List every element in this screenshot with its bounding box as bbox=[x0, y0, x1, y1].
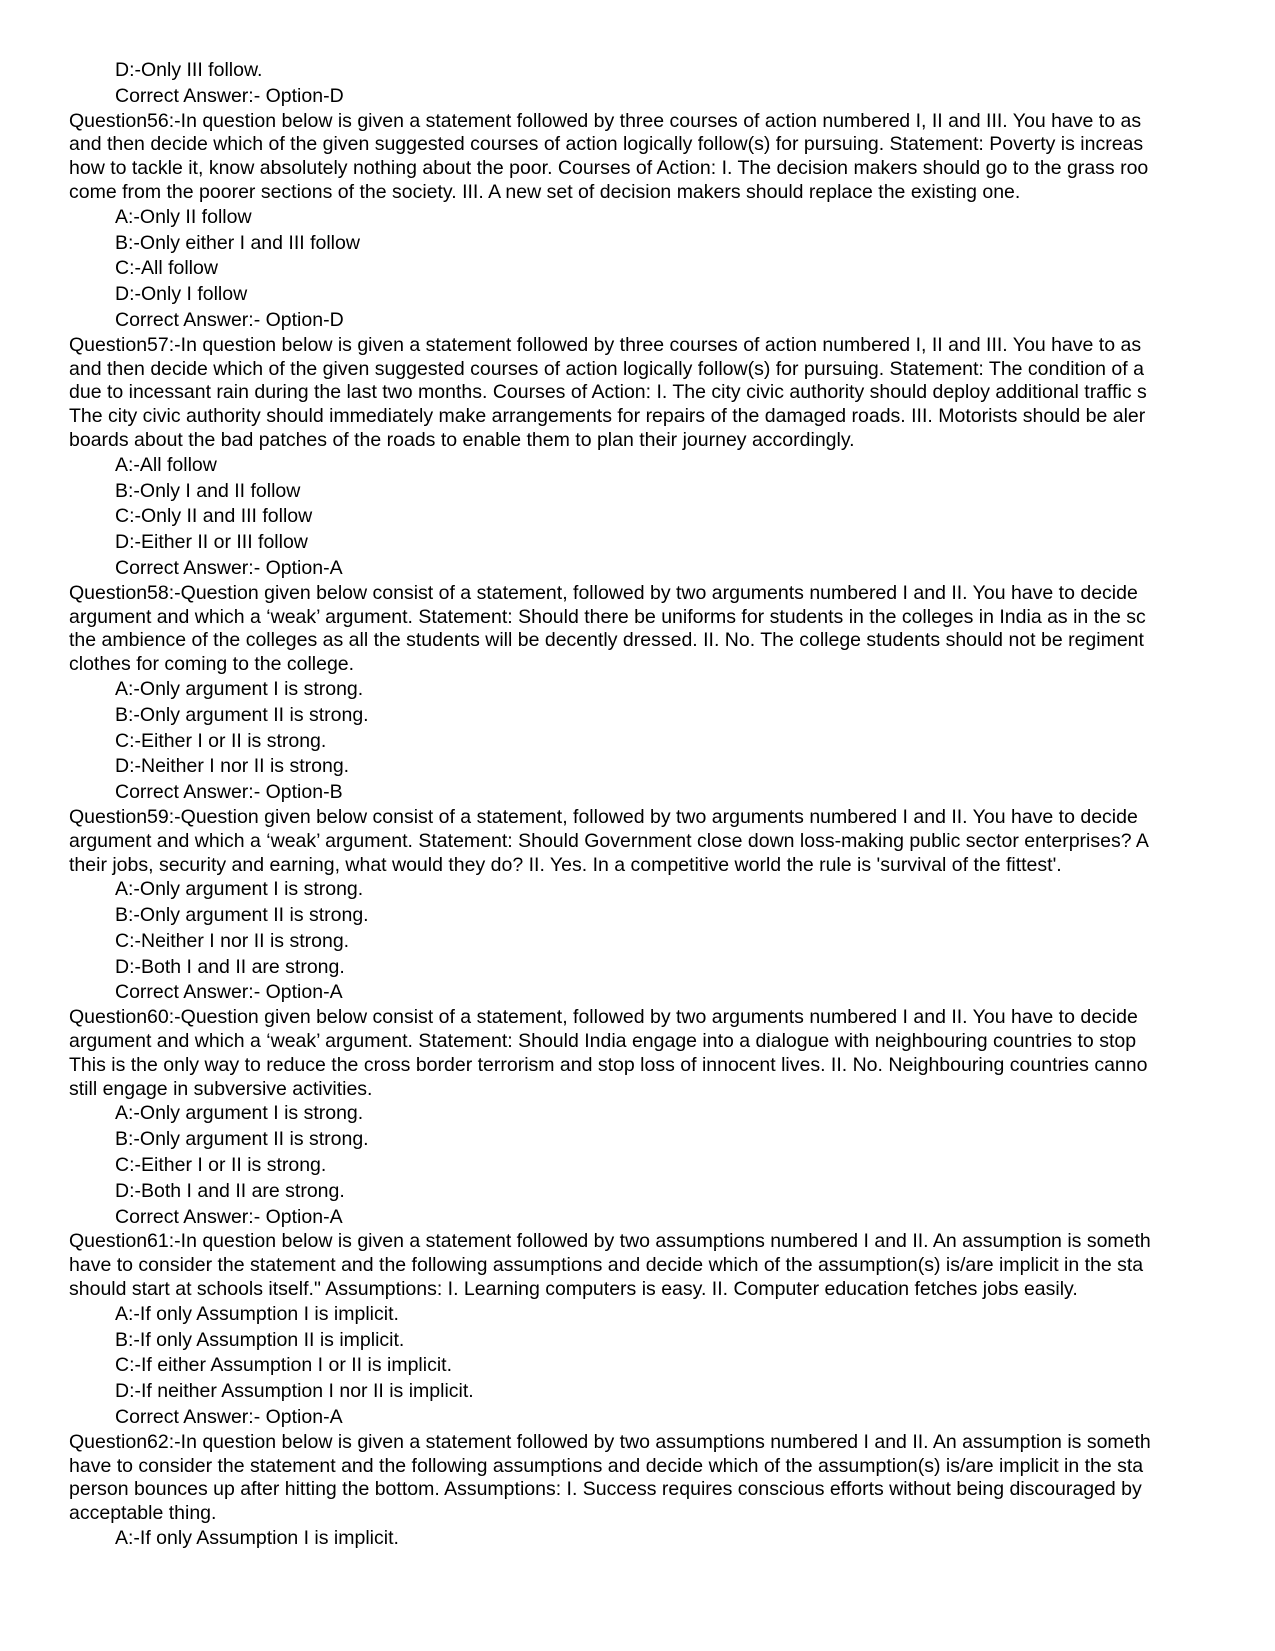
document-page bbox=[69, 58, 1214, 1552]
question-text-line: Question58:-Question given below consist of a statement, followed by two arguments numbered I and II. You have to decide bbox=[69, 581, 1138, 604]
question-text-line: Question60:-Question given below consist of a statement, followed by two arguments numbered I and II. You have to decide bbox=[69, 1006, 1138, 1029]
question-text-line: person bounces up after hitting the bottom. Assumptions: I. Success requires conscious efforts without being discouraged by bbox=[69, 1478, 1142, 1501]
question-block bbox=[69, 110, 1214, 334]
question-text-line: Question59:-Question given below consist of a statement, followed by two arguments numbered I and II. You have to decide bbox=[69, 805, 1138, 828]
question-text-line: clothes for coming to the college. bbox=[69, 653, 355, 676]
option-d: D:-Only III follow. bbox=[115, 59, 263, 81]
correct-answer: Correct Answer:- Option-B bbox=[115, 781, 343, 804]
answer-option: C:-Either I or II is strong. bbox=[115, 1154, 327, 1177]
question-text-line: Question62:-In question below is given a statement followed by two assumptions numbered I and II. An assumption is someth bbox=[69, 1430, 1151, 1453]
question-text bbox=[69, 334, 1214, 453]
question-text-line: have to consider the statement and the following assumptions and decide which of the assumption(s) is/are implicit in the sta bbox=[69, 1454, 1144, 1477]
question-list bbox=[69, 110, 1214, 1552]
correct-answer: Correct Answer:- Option-A bbox=[115, 556, 343, 579]
question-text-line: The city civic authority should immediately make arrangements for repairs of the damaged roads. III. Motorists should be aler bbox=[69, 405, 1146, 428]
question-text-line: should start at schools itself." Assumptions: I. Learning computers is easy. II. Computer education fetches jobs easily. bbox=[69, 1278, 1078, 1301]
question-text-line: still engage in subversive activities. bbox=[69, 1077, 373, 1100]
question-text-line: Question56:-In question below is given a statement followed by three courses of action numbered I, II and III. You have to as bbox=[69, 109, 1142, 132]
question-text-line: and then decide which of the given suggested courses of action logically follow(s) for pursuing. Statement: The condition of a bbox=[69, 357, 1144, 380]
question-text-line: boards about the bad patches of the roads to enable them to plan their journey accordingly. bbox=[69, 428, 855, 451]
question-text-line: argument and which a ‘weak’ argument. Statement: Should there be uniforms for students in the colleges in India as in the sc bbox=[69, 605, 1146, 628]
answer-option: D:-Both I and II are strong. bbox=[115, 1179, 345, 1202]
answer-option: D:-Either II or III follow bbox=[115, 531, 308, 554]
answer-option: C:-If either Assumption I or II is implicit. bbox=[115, 1354, 453, 1377]
answer-option: B:-Only either I and III follow bbox=[115, 231, 360, 254]
question-text-line: This is the only way to reduce the cross border terrorism and stop loss of innocent lives. II. No. Neighbouring countries canno bbox=[69, 1053, 1148, 1076]
answer-option: A:-Only argument I is strong. bbox=[115, 1102, 364, 1125]
answer-option: C:-Neither I nor II is strong. bbox=[115, 929, 350, 952]
question-block bbox=[69, 582, 1214, 806]
question-text bbox=[69, 1431, 1214, 1526]
answer-option: B:-If only Assumption II is implicit. bbox=[115, 1328, 405, 1351]
question-text bbox=[69, 806, 1214, 877]
question-text-line: Question57:-In question below is given a statement followed by three courses of action numbered I, II and III. You have to as bbox=[69, 333, 1142, 356]
question-text bbox=[69, 110, 1214, 205]
answer-option: B:-Only argument II is strong. bbox=[115, 1128, 369, 1151]
correct-answer: Correct Answer:- Option-D bbox=[115, 308, 344, 331]
answer-option: A:-If only Assumption I is implicit. bbox=[115, 1302, 399, 1325]
answer-option: B:-Only I and II follow bbox=[115, 479, 301, 502]
correct-answer: Correct Answer:- Option-A bbox=[115, 1205, 343, 1228]
question-text-line: have to consider the statement and the following assumptions and decide which of the assumption(s) is/are implicit in the sta bbox=[69, 1254, 1144, 1277]
answer-option: C:-Only II and III follow bbox=[115, 505, 313, 528]
correct-answer: Correct Answer:- Option-D bbox=[115, 84, 344, 107]
answer-option: D:-Neither I nor II is strong. bbox=[115, 755, 350, 778]
answer-option: D:-Only I follow bbox=[115, 283, 248, 306]
question-text bbox=[69, 582, 1214, 677]
answer-option: D:-Both I and II are strong. bbox=[115, 955, 345, 978]
question-text-line: their jobs, security and earning, what would they do? II. Yes. In a competitive world the rule is 'survival of the fittest'. bbox=[69, 853, 1062, 876]
question-text-line: argument and which a ‘weak’ argument. Statement: Should India engage into a dialogue with neighbouring countries to stop bbox=[69, 1030, 1137, 1053]
question-text-line: the ambience of the colleges as all the students will be decently dressed. II. No. The college students should not be regiment bbox=[69, 629, 1144, 652]
answer-option: C:-All follow bbox=[115, 257, 218, 280]
answer-option: A:-Only II follow bbox=[115, 205, 252, 228]
question-text-line: come from the poorer sections of the society. III. A new set of decision makers should replace the existing one. bbox=[69, 180, 1021, 203]
question-block bbox=[69, 1006, 1214, 1230]
question-text-line: argument and which a ‘weak’ argument. Statement: Should Government close down loss-making public sector enterprises? A bbox=[69, 829, 1149, 852]
answer-option: D:-If neither Assumption I nor II is implicit. bbox=[115, 1380, 474, 1403]
answer-option: B:-Only argument II is strong. bbox=[115, 703, 369, 726]
question-text-line: and then decide which of the given suggested courses of action logically follow(s) for pursuing. Statement: Poverty is increas bbox=[69, 133, 1144, 156]
question-text-line: due to incessant rain during the last two months. Courses of Action: I. The city civic authority should deploy additional traffic s bbox=[69, 381, 1147, 404]
question-block bbox=[69, 334, 1214, 582]
question-block bbox=[69, 806, 1214, 1006]
answer-option: B:-Only argument II is strong. bbox=[115, 904, 369, 927]
answer-option: C:-Either I or II is strong. bbox=[115, 729, 327, 752]
answer-option: A:-If only Assumption I is implicit. bbox=[115, 1527, 399, 1550]
answer-option: A:-Only argument I is strong. bbox=[115, 677, 364, 700]
question-text-line: Question61:-In question below is given a statement followed by two assumptions numbered I and II. An assumption is someth bbox=[69, 1230, 1151, 1253]
question-block bbox=[69, 1230, 1214, 1430]
answer-option: A:-Only argument I is strong. bbox=[115, 878, 364, 901]
correct-answer: Correct Answer:- Option-A bbox=[115, 1406, 343, 1429]
question-text bbox=[69, 1006, 1214, 1101]
answer-option: A:-All follow bbox=[115, 453, 217, 476]
question-block bbox=[69, 1431, 1214, 1552]
question-text bbox=[69, 1230, 1214, 1301]
question-text-line: how to tackle it, know absolutely nothing about the poor. Courses of Action: I. The decision makers should go to the grass roo bbox=[69, 157, 1149, 180]
question-text-line: acceptable thing. bbox=[69, 1502, 217, 1525]
correct-answer: Correct Answer:- Option-A bbox=[115, 981, 343, 1004]
